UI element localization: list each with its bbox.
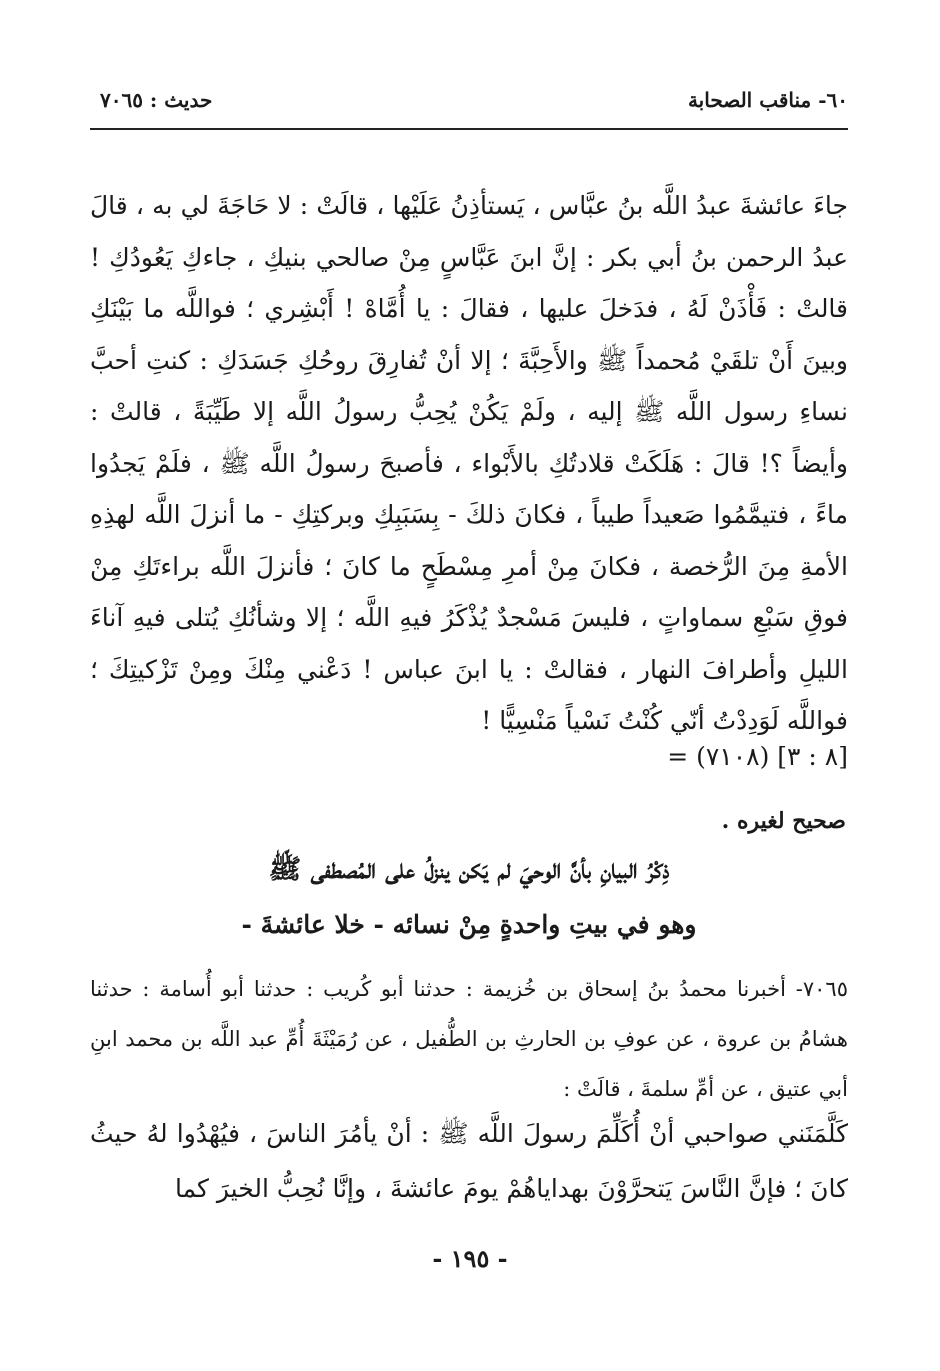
running-header: [90, 88, 848, 128]
matn-paragraph: كَلَّمَنَني صواحبي أنْ أُكَلِّمَ رسولَ اللَّه ﷺ : أنْ يأمُرَ الناسَ ، فيُهْدُوا لهُ حيثُ كانَ ؛ فإنَّ النَّاسَ يَتحرَّوْنَ بهداياهُمْ يومَ عائشةَ ، وإنَّا نُحِبُّ الخيرَ كما: [90, 1119, 848, 1203]
page-number: - ١٩٥ -: [432, 1244, 508, 1273]
chapter-heading-line-2: وهو في بيتِ واحدةٍ مِنْ نسائه - خلا عائشةَ -: [241, 910, 697, 939]
chapter-heading-line-1: ذِكْرُ البيانِ بأنَّ الوحيَ لم يَكن ينزلُ على المُصطفى ﷺ: [268, 854, 670, 885]
isnad-paragraph: ٧٠٦٥- أخبرنا محمدُ بنُ إسحاق بن خُزيمة : حدثنا أبو كُريب : حدثنا أبو أُسامة : حدثنا هشامُ بن عروة ، عن عوفِ بن الحارثِ بن الطُّفيل ، عن رُمَيْثَةَ أُمِّ عبد اللَّه بن محمد ابنِ أبي عتيق ، عن أمِّ سلمةَ ، قالَتْ :: [90, 977, 848, 1101]
hadith-text-paragraph: جاءَ عائشةَ عبدُ اللَّه بنُ عبَّاس ، يَستأذِنُ عَلَيْها ، قالَتْ : لا حَاجَةَ لي به ، قالَ عبدُ الرحمن بنُ أبي بكر : إنَّ ابنَ عَبَّاسٍ مِنْ صالحي بنيكِ ، جاءكِ يَعُودُكِ ! قالتْ : فَأْذَنْ لَهُ ، فدَخلَ عليها ، فقالَ : يا أُمَّاهْ ! أَبْشِري ؛ فواللَّه ما بَيْنَكِ وبينَ أَنْ تلقَيْ مُحمداً ﷺ والأَحِبَّةَ ؛ إلا أنْ تُفارِقَ روحُكِ جَسَدَكِ : كنتِ أحبَّ نساءِ رسول اللَّه ﷺ إليه ، ولَمْ يَكُنْ يُحِبُّ رسولُ اللَّه إلا طَيِّبَةً ، قالتْ : وأيضاً ؟! قالَ : هَلَكَتْ قلادتُكِ بالأَبْواء ، فأصبحَ رسولُ اللَّه ﷺ ، فلَمْ يَجدُوا ماءً ، فتيمَّمُوا صَعيداً طيباً ، فكانَ ذلكَ - بِسَبَبِكِ وبركتِكِ - ما أنزلَ اللَّه لهذِهِ الأمةِ مِنَ الرُّخصة ، فكانَ مِنْ أمرِ مِسْطَحٍ ما كانَ ؛ فأنزلَ اللَّه براءتَكِ مِنْ فوقِ سَبْعِ سماواتٍ ، فليسَ مَسْجدٌ يُذْكَرُ فيهِ اللَّه ؛ إلا وشأنُكِ يُتلى فيهِ آناءَ الليلِ وأطرافَ النهار ، فقالتْ : يا ابنَ عباس ! دَعْني مِنْكَ ومِنْ تَزْكيتِكَ ؛ فواللَّه لَوَدِدْتُ أنّي كُنْتُ نَسْياً مَنْسِيًّا !: [90, 191, 848, 735]
cross-reference: = (٧١٠٨) [٨ : ٣]: [667, 742, 848, 771]
header-divider: [90, 128, 848, 130]
hadith-number: حديث : ٧٠٦٥: [100, 88, 213, 112]
hadith-grading: صحيح لغيره .: [721, 808, 846, 834]
section-title: ٦٠- مناقب الصحابة: [687, 88, 848, 112]
